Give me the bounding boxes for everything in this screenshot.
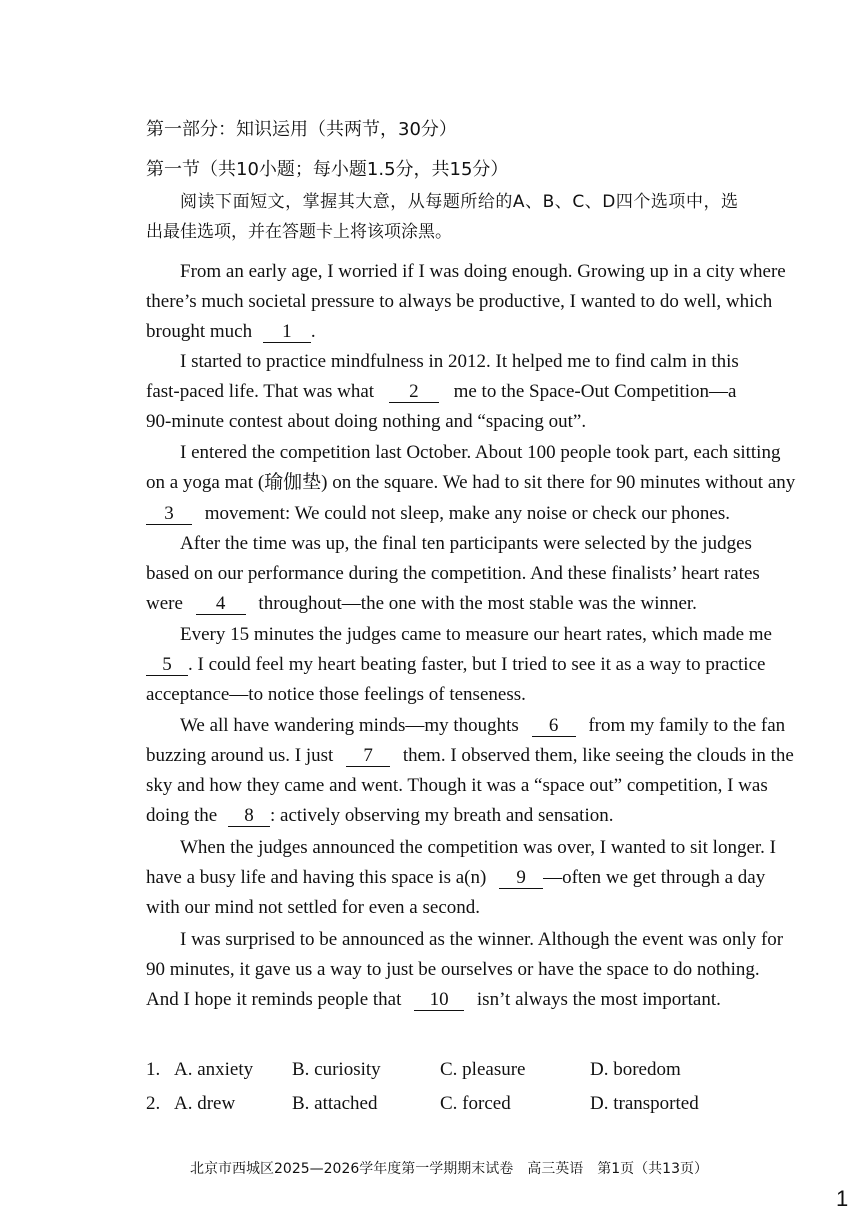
passage-line [146,744,794,768]
blank-4: 4 [196,594,246,615]
passage-line [146,988,721,1012]
passage-text: . [310,321,316,342]
option-a: A. drew [174,1093,236,1114]
blank-9: 9 [499,868,543,889]
passage-line: I started to practice mindfulness in 2012. It helped me to find calm in this [180,351,739,372]
option-b: B. curiosity [292,1059,381,1080]
passage-text: brought much [146,321,253,342]
blank-2: 2 [389,382,439,403]
blank-6: 6 [532,716,576,737]
passage-line: sky and how they came and went. Though it was a “space out” competition, I was [146,775,768,796]
passage-text: me to the Space-Out Competition—a [453,381,737,402]
passage-text: were [146,593,183,614]
passage-text: them. I observed them, like seeing the clouds in the [402,745,794,766]
passage-line [146,320,316,344]
passage-line: based on our performance during the competition. And these finalists’ heart rates [146,563,760,584]
passage-line [146,380,736,404]
passage-text: from my family to the fan [588,715,786,736]
passage-line [146,502,730,526]
passage-line: I entered the competition last October. About 100 people took part, each sitting [180,442,781,463]
passage-line [146,866,765,890]
instruction-line-2: 出最佳选项，并在答题卡上将该项涂黑。 [146,222,452,242]
passage-line: Every 15 minutes the judges came to measure our heart rates, which made me [180,624,772,645]
blank-3: 3 [146,504,192,525]
passage-text: have a busy life and having this space is a(n) [146,867,487,888]
page-number: 1 [836,1186,849,1211]
passage-text: buzzing around us. I just [146,745,334,766]
question-number: 2. [146,1093,161,1114]
passage-text: doing the [146,805,218,826]
instruction-line-1: 阅读下面短文，掌握其大意，从每题所给的A、B、C、D四个选项中，选 [180,192,738,212]
passage-text: . I could feel my heart beating faster, but I tried to see it as a way to practice [188,654,766,675]
question-number: 1. [146,1059,161,1080]
passage-line [146,592,697,616]
option-d: D. boredom [590,1059,681,1080]
blank-1: 1 [263,322,311,343]
passage-line: 90-minute contest about doing nothing and “spacing out”. [146,411,587,432]
option-a: A. anxiety [174,1059,254,1080]
passage-line [146,653,765,677]
passage-line [146,804,614,828]
passage-text: And I hope it reminds people that [146,989,402,1010]
passage-line: there’s much societal pressure to always be productive, I wanted to do well, which [146,291,773,312]
passage-text: movement: We could not sleep, make any noise or check our phones. [204,503,730,524]
passage-text: —often we get through a day [543,867,766,888]
page-footer: 北京市西城区2025—2026学年度第一学期期末试卷 高三英语 第1页（共13页） [190,1161,708,1177]
option-d: D. transported [590,1093,699,1114]
passage-text: We all have wandering minds—my thoughts [180,715,519,736]
passage-text: fast-paced life. That was what [146,381,375,402]
passage-line: with our mind not settled for even a second. [146,897,481,918]
passage-line: 90 minutes, it gave us a way to just be ourselves or have the space to do nothing. [146,959,760,980]
passage-line: From an early age, I worried if I was doing enough. Growing up in a city where [180,261,786,282]
passage-line: on a yoga mat (瑜伽垫) on the square. We had to sit there for 90 minutes without any [146,472,796,493]
option-b: B. attached [292,1093,378,1114]
passage-text: : actively observing my breath and sensation. [270,805,614,826]
passage-line: After the time was up, the final ten participants were selected by the judges [180,533,752,554]
passage-line: I was surprised to be announced as the winner. Although the event was only for [180,929,784,950]
passage-line: acceptance—to notice those feelings of tenseness. [146,684,526,705]
blank-8: 8 [228,806,270,827]
passage-line [180,714,785,738]
part-title: 第一部分：知识运用（共两节，30分） [146,119,457,140]
passage-line: When the judges announced the competition was over, I wanted to sit longer. I [180,837,776,858]
passage-text: isn’t always the most important. [476,989,721,1010]
option-c: C. pleasure [440,1059,526,1080]
section-title: 第一节（共10小题；每小题1.5分，共15分） [146,159,509,180]
option-c: C. forced [440,1093,511,1114]
blank-5: 5 [146,655,188,676]
passage-text: throughout—the one with the most stable was the winner. [258,593,697,614]
blank-7: 7 [346,746,390,767]
blank-10: 10 [414,990,464,1011]
